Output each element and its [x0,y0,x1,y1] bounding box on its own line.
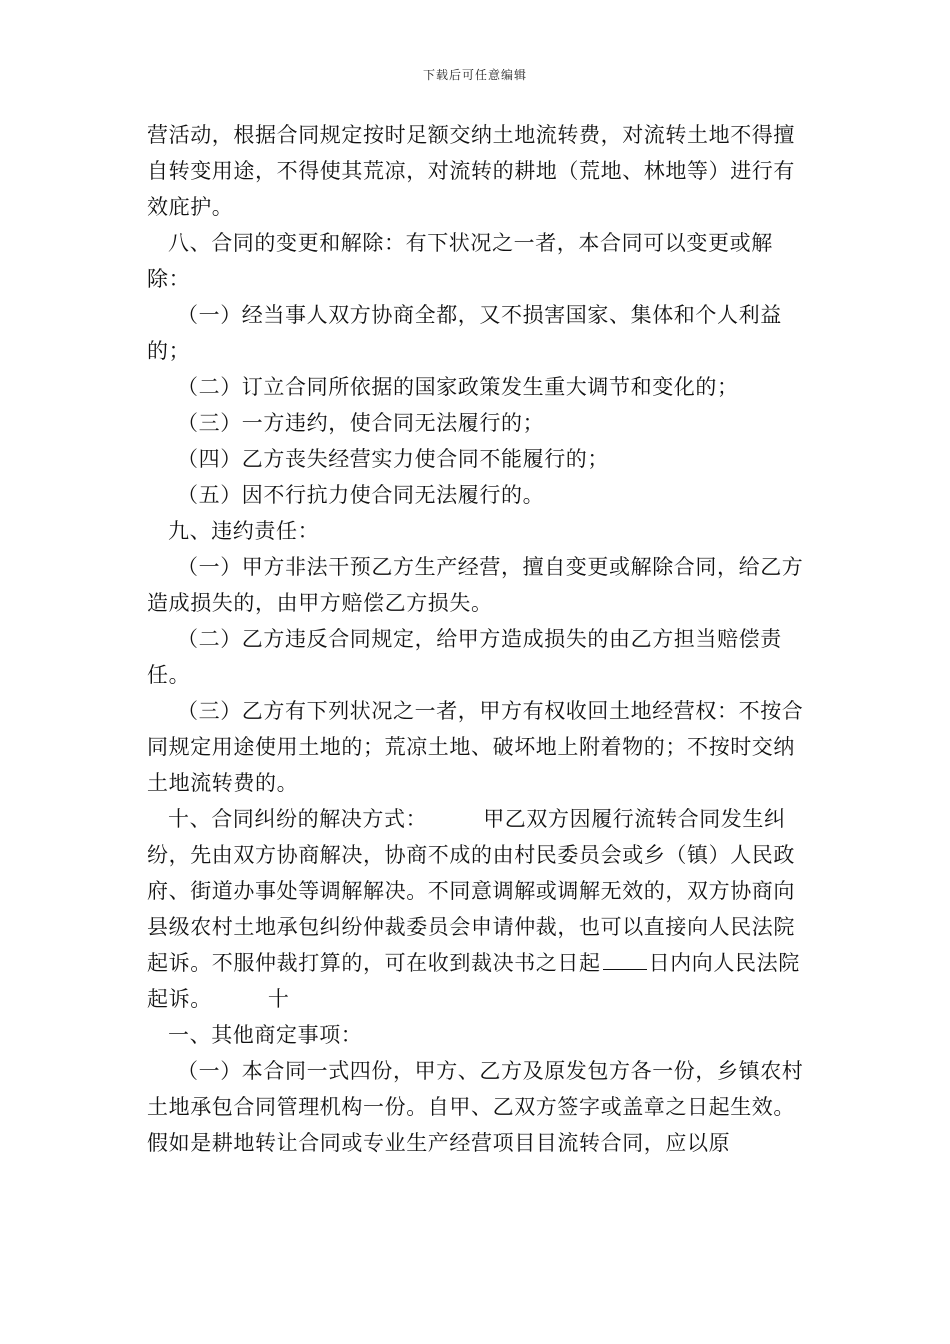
paragraph-section-9-item-2: （二）乙方违反合同规定，给甲方造成损失的由乙方担当赔偿责任。 [147,627,782,687]
paragraph-land-use-obligation: 营活动，根据合同规定按时足额交纳土地流转费，对流转土地不得擅自转变用途，不得使其荒凉，对流转的耕地（荒地、林地等）进行有效庇护。 [147,123,795,219]
paragraph-section-9-item-1: （一）甲方非法干预乙方生产经营，擅自变更或解除合同，给乙方造成损失的，由甲方赔偿乙方损失。 [147,555,804,615]
page-header-note: 下载后可任意编辑 [422,68,527,82]
paragraph-section-8-item-2: （二）订立合同所依据的国家政策发生重大调节和变化的； [177,375,739,399]
days-blank-field [603,949,647,970]
paragraph-section-9-item-3: （三）乙方有下列状况之一者，甲方有权收回土地经营权：不按合同规定用途使用土地的；荒凉土地、破坏地上附着物的；不按时交纳土地流转费的。 [147,699,804,795]
paragraph-section-9-heading: 九、违约责任： [168,519,320,543]
paragraph-section-8-item-1: （一）经当事人双方协商全都，又不损害国家、集体和个人利益的； [147,303,782,363]
section-10-trailing-numeral: 十 [267,987,290,1011]
section-10-text: 甲乙双方因履行流转合同发生纠纷，先由双方协商解决，协商不成的由村民委员会或乡（镇）人民政府、街道办事处等调解解决。不同意调解或调解无效的，双方协商向县级农村土地承包纠纷仲裁委员会申请仲裁，也可以直接向人民法院起诉。不服仲裁打算的，可在收到裁决书之日起 [147,807,795,975]
paragraph-section-11-item-1: （一）本合同一式四份，甲方、乙方及原发包方各一份，乡镇农村土地承包合同管理机构一份。自甲、乙双方签字或盖章之日起生效。假如是耕地转让合同或专业生产经营项目目流转合同，应以原 [147,1059,804,1155]
paragraph-section-8-item-4: （四）乙方丧失经营实力使合同不能履行的； [177,447,609,471]
paragraph-section-8-heading: 八、合同的变更和解除：有下状况之一者，本合同可以变更或解除： [147,231,773,291]
section-10-heading: 十、合同纠纷的解决方式： [168,807,428,831]
document-body [147,117,807,1161]
paragraph-section-10 [147,801,807,1017]
paragraph-section-11-heading: 一、其他商定事项： [168,1023,363,1047]
section-10-text-end: 日内向人民法院起诉。 [147,951,800,1011]
paragraph-section-8-item-3: （三）一方违约，使合同无法履行的； [177,411,545,435]
paragraph-section-8-item-5: （五）因不行抗力使合同无法履行的。 [177,483,545,507]
